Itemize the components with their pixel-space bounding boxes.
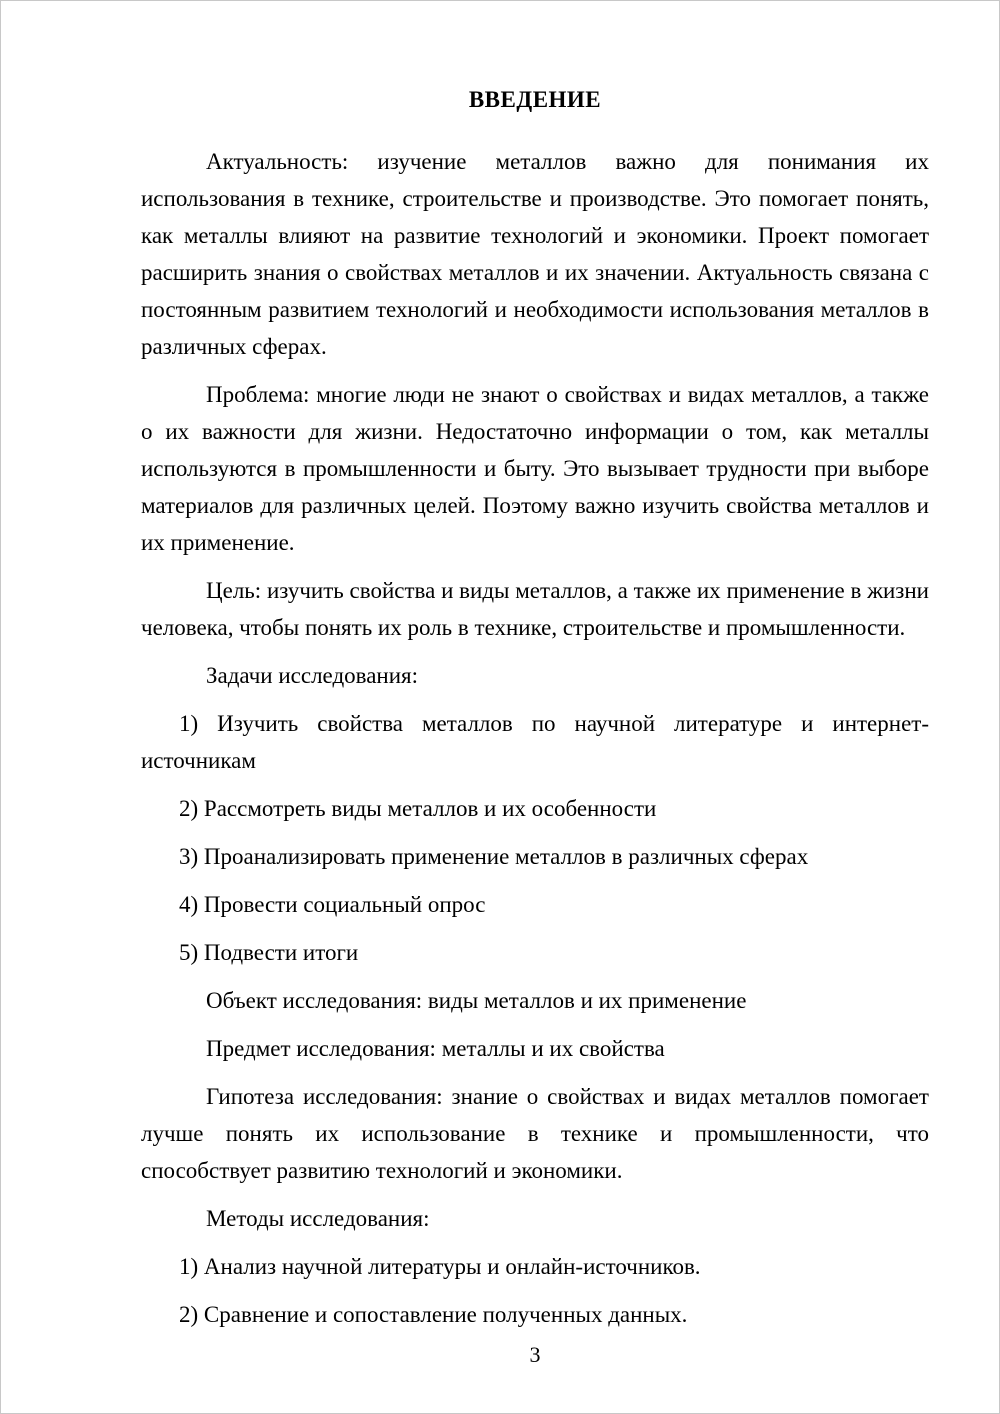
- paragraph-cel: Цель: изучить свойства и виды металлов, а также их применение в жизни человека, чтобы понять их роль в технике, строительстве и промышленности.: [141, 578, 929, 640]
- method-item-1: 1) Анализ научной литературы и онлайн-источников.: [179, 1254, 701, 1279]
- paragraph-problema: Проблема: многие люди не знают о свойствах и видах металлов, а также о их важности для жизни. Недостаточно информации о том, как металлы используются в промышленности и быту. Это вызывает трудности при выборе материалов для различных целей. Поэтому важно изучить свойства металлов и их применение.: [141, 382, 929, 555]
- task-item-1: 1) Изучить свойства металлов по научной литературе и интернет-источникам: [141, 711, 929, 773]
- heading-metody: Методы исследования:: [206, 1206, 430, 1231]
- task-item-5: 5) Подвести итоги: [179, 940, 359, 965]
- paragraph-predmet: Предмет исследования: металлы и их свойства: [206, 1036, 665, 1061]
- page-number: 3: [529, 1342, 541, 1367]
- paragraph-obekt: Объект исследования: виды металлов и их применение: [206, 988, 747, 1013]
- paragraph-aktualnost: Актуальность: изучение металлов важно для понимания их использования в технике, строительстве и производстве. Это помогает понять, как металлы влияют на развитие технологий и экономики. Проект помогает расширить знания о свойствах металлов и их значении. Актуальность связана с постоянным развитием технологий и необходимости использования металлов в различных сферах.: [141, 149, 929, 359]
- paragraph-gipoteza: Гипотеза исследования: знание о свойствах и видах металлов помогает лучше понять их использование в технике и промышленности, что способствует развитию технологий и экономики.: [141, 1084, 929, 1183]
- task-item-2: 2) Рассмотреть виды металлов и их особенности: [179, 796, 657, 821]
- page-title: ВВЕДЕНИЕ: [468, 87, 602, 112]
- method-item-2: 2) Сравнение и сопоставление полученных данных.: [179, 1302, 688, 1327]
- heading-zadachi: Задачи исследования:: [206, 663, 419, 688]
- task-item-4: 4) Провести социальный опрос: [179, 892, 486, 917]
- task-item-3: 3) Проанализировать применение металлов в различных сферах: [179, 844, 809, 869]
